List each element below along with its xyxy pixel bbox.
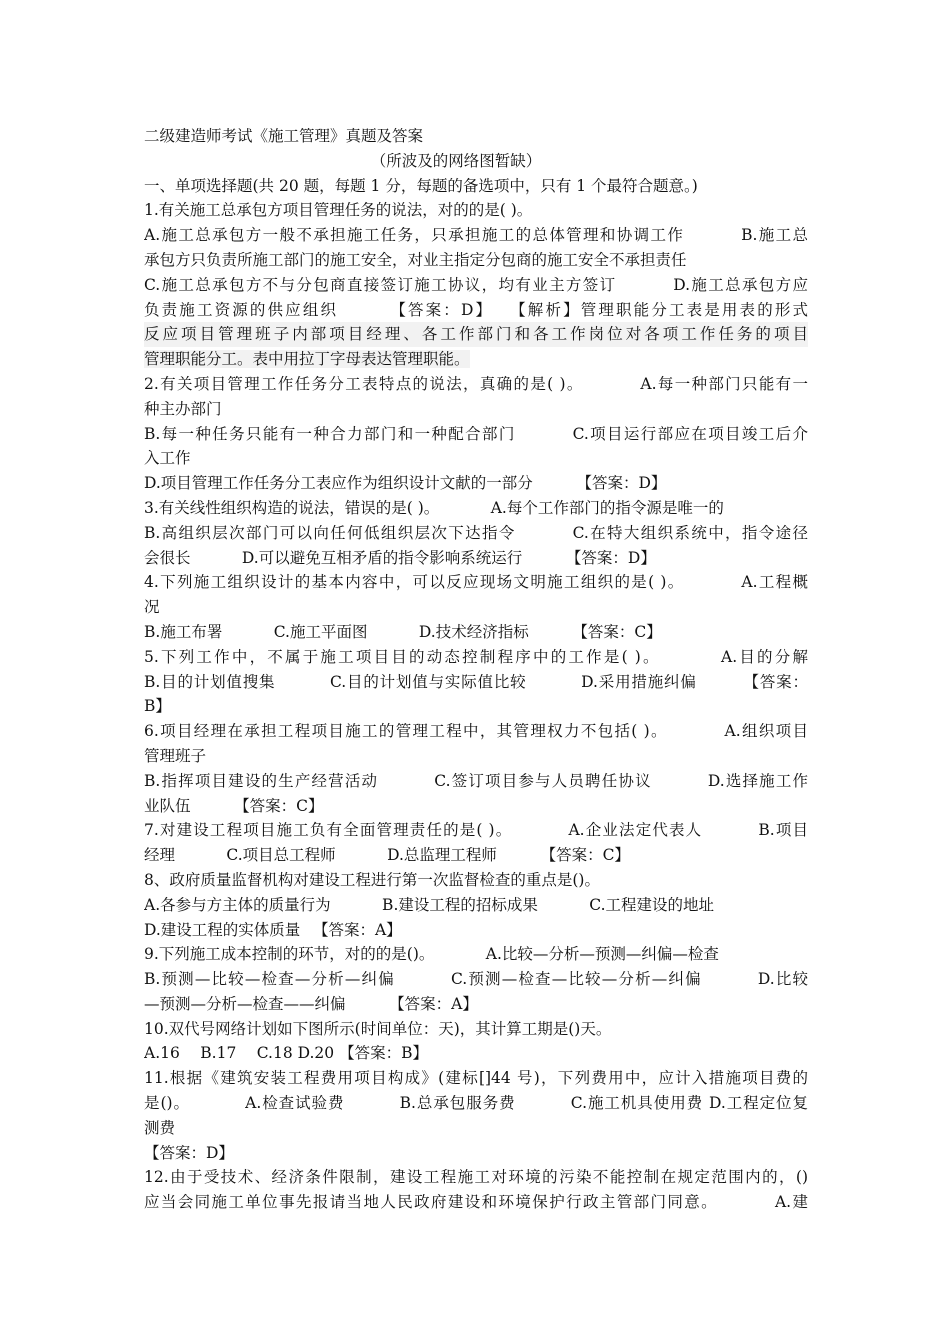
question-6-options: B.指挥项目建设的生产经营活动 C.签订项目参与人员聘任协议 D.选择施工作 [144,771,808,790]
question-8-options: A.各参与方主体的质量行为 B.建设工程的招标成果 C.工程建设的地址 [144,895,715,914]
question-10-options: A.16 B.17 C.18 D.20 【答案：B】 [144,1044,428,1063]
question-3-answer: 会很长 D.可以避免互相矛盾的指令影响系统运行 【答案：D】 [144,548,656,567]
question-11-options-cont: 测费 [144,1118,176,1137]
question-6: 6.项目经理在承担工程项目施工的管理工程中，其管理权力不包括( )。 A.组织项目 [144,722,808,741]
question-8: 8、政府质量监督机构对建设工程进行第一次监督检查的重点是()。 [144,870,600,889]
question-12-cont: 应当会同施工单位事先报请当地人民政府建设和环境保护行政主管部门同意。 A.建 [144,1193,808,1212]
question-5: 5.下列工作中，不属于施工项目目的动态控制程序中的工作是( )。 A.目的分解 [144,647,808,666]
question-1-explanation-end [144,347,808,372]
question-3: 3.有关线性组织构造的说法，错误的是( )。 A.每个工作部门的指令源是唯一的 [144,498,724,517]
question-6-cont: 管理班子 [144,746,207,765]
question-1-explanation: 反应项目管理班子内部项目经理、各工作部门和各工作岗位对各项工作任务的项目 [144,322,808,347]
question-1: 1.有关施工总承包方项目管理任务的说法，对的的是( )。 [144,201,533,220]
question-8-answer: D.建设工程的实体质量 【答案：A】 [144,920,402,939]
question-11-answer: 【答案：D】 [144,1143,234,1162]
section-heading: 一、单项选择题(共 20 题，每题 1 分，每题的备选项中，只有 1 个最符合题意。) [144,176,698,195]
document-title: 二级建造师考试《施工管理》真题及答案 [144,127,424,145]
question-7-options: 经理 C.项目总工程师 D.总监理工程师 【答案：C】 [144,846,630,865]
question-4-options: B.施工布署 C.施工平面图 D.技术经济指标 【答案：C】 [144,622,662,641]
question-5-options: B.目的计划值搜集 C.目的计划值与实际值比较 D.采用措施纠偏 【答案： [144,672,808,691]
question-5-answer: B】 [144,697,171,716]
question-1-answer: 负责施工资源的供应组织 【答案：D】 【解析】管理职能分工表是用表的形式 [144,300,808,319]
question-9: 9.下列施工成本控制的环节，对的的是()。 A.比较—分析—预测—纠偏—检查 [144,945,719,964]
question-2-answer: D.项目管理工作任务分工表应作为组织设计文献的一部分 【答案：D】 [144,474,667,493]
question-12: 12.由于受技术、经济条件限制，建设工程施工对环境的污染不能控制在规定范围内的，() [144,1168,808,1187]
question-1-options: A.施工总承包方一般不承担施工任务，只承担施工的总体管理和协调工作 B.施工总 [144,226,808,245]
question-4: 4.下列施工组织设计的基本内容中，可以反应现场文明施工组织的是( )。 A.工程概 [144,573,808,592]
question-4-cont: 况 [144,598,160,617]
question-1-options-cont: 承包方只负责所施工部门的施工安全，对业主指定分包商的施工安全不承担责任 [144,250,687,269]
question-3-options: B.高组织层次部门可以向任何低组织层次下达指令 C.在特大组织系统中，指令途径 [144,523,808,542]
document-subtitle: （所波及的网络图暂缺） [370,151,542,170]
question-1-options-c: C.施工总承包方不与分包商直接签订施工协议，均有业主方签订 D.施工总承包方应 [144,275,808,294]
explanation-highlight: 管理职能分工。表中用拉丁字母表达管理职能。 [144,350,470,369]
document-page [144,124,808,1215]
question-9-answer: —预测—分析—检查——纠偏 【答案：A】 [144,994,478,1013]
question-6-answer: 业队伍 【答案：C】 [144,796,324,815]
question-10: 10.双代号网络计划如下图所示(时间单位：天)，其计算工期是()天。 [144,1019,612,1038]
question-11-options: 是()。 A.检查试验费 B.总承包服务费 C.施工机具使用费 D.工程定位复 [144,1094,808,1113]
question-2-options-cont: 入工作 [144,449,191,468]
question-7: 7.对建设工程项目施工负有全面管理责任的是( )。 A.企业法定代表人 B.项目 [144,821,808,840]
question-2-cont: 种主办部门 [144,399,222,418]
question-2: 2.有关项目管理工作任务分工表特点的说法，真确的是( )。 A.每一种部门只能有一 [144,374,808,393]
question-2-options: B.每一种任务只能有一种合力部门和一种配合部门 C.项目运行部应在项目竣工后介 [144,424,808,443]
question-11: 11.根据《建筑安装工程费用项目构成》(建标[]44 号)，下列费用中，应计入措施项目费的 [144,1069,808,1088]
question-9-options: B.预测—比较—检查—分析—纠偏 C.预测—检查—比较—分析—纠偏 D.比较 [144,970,808,989]
